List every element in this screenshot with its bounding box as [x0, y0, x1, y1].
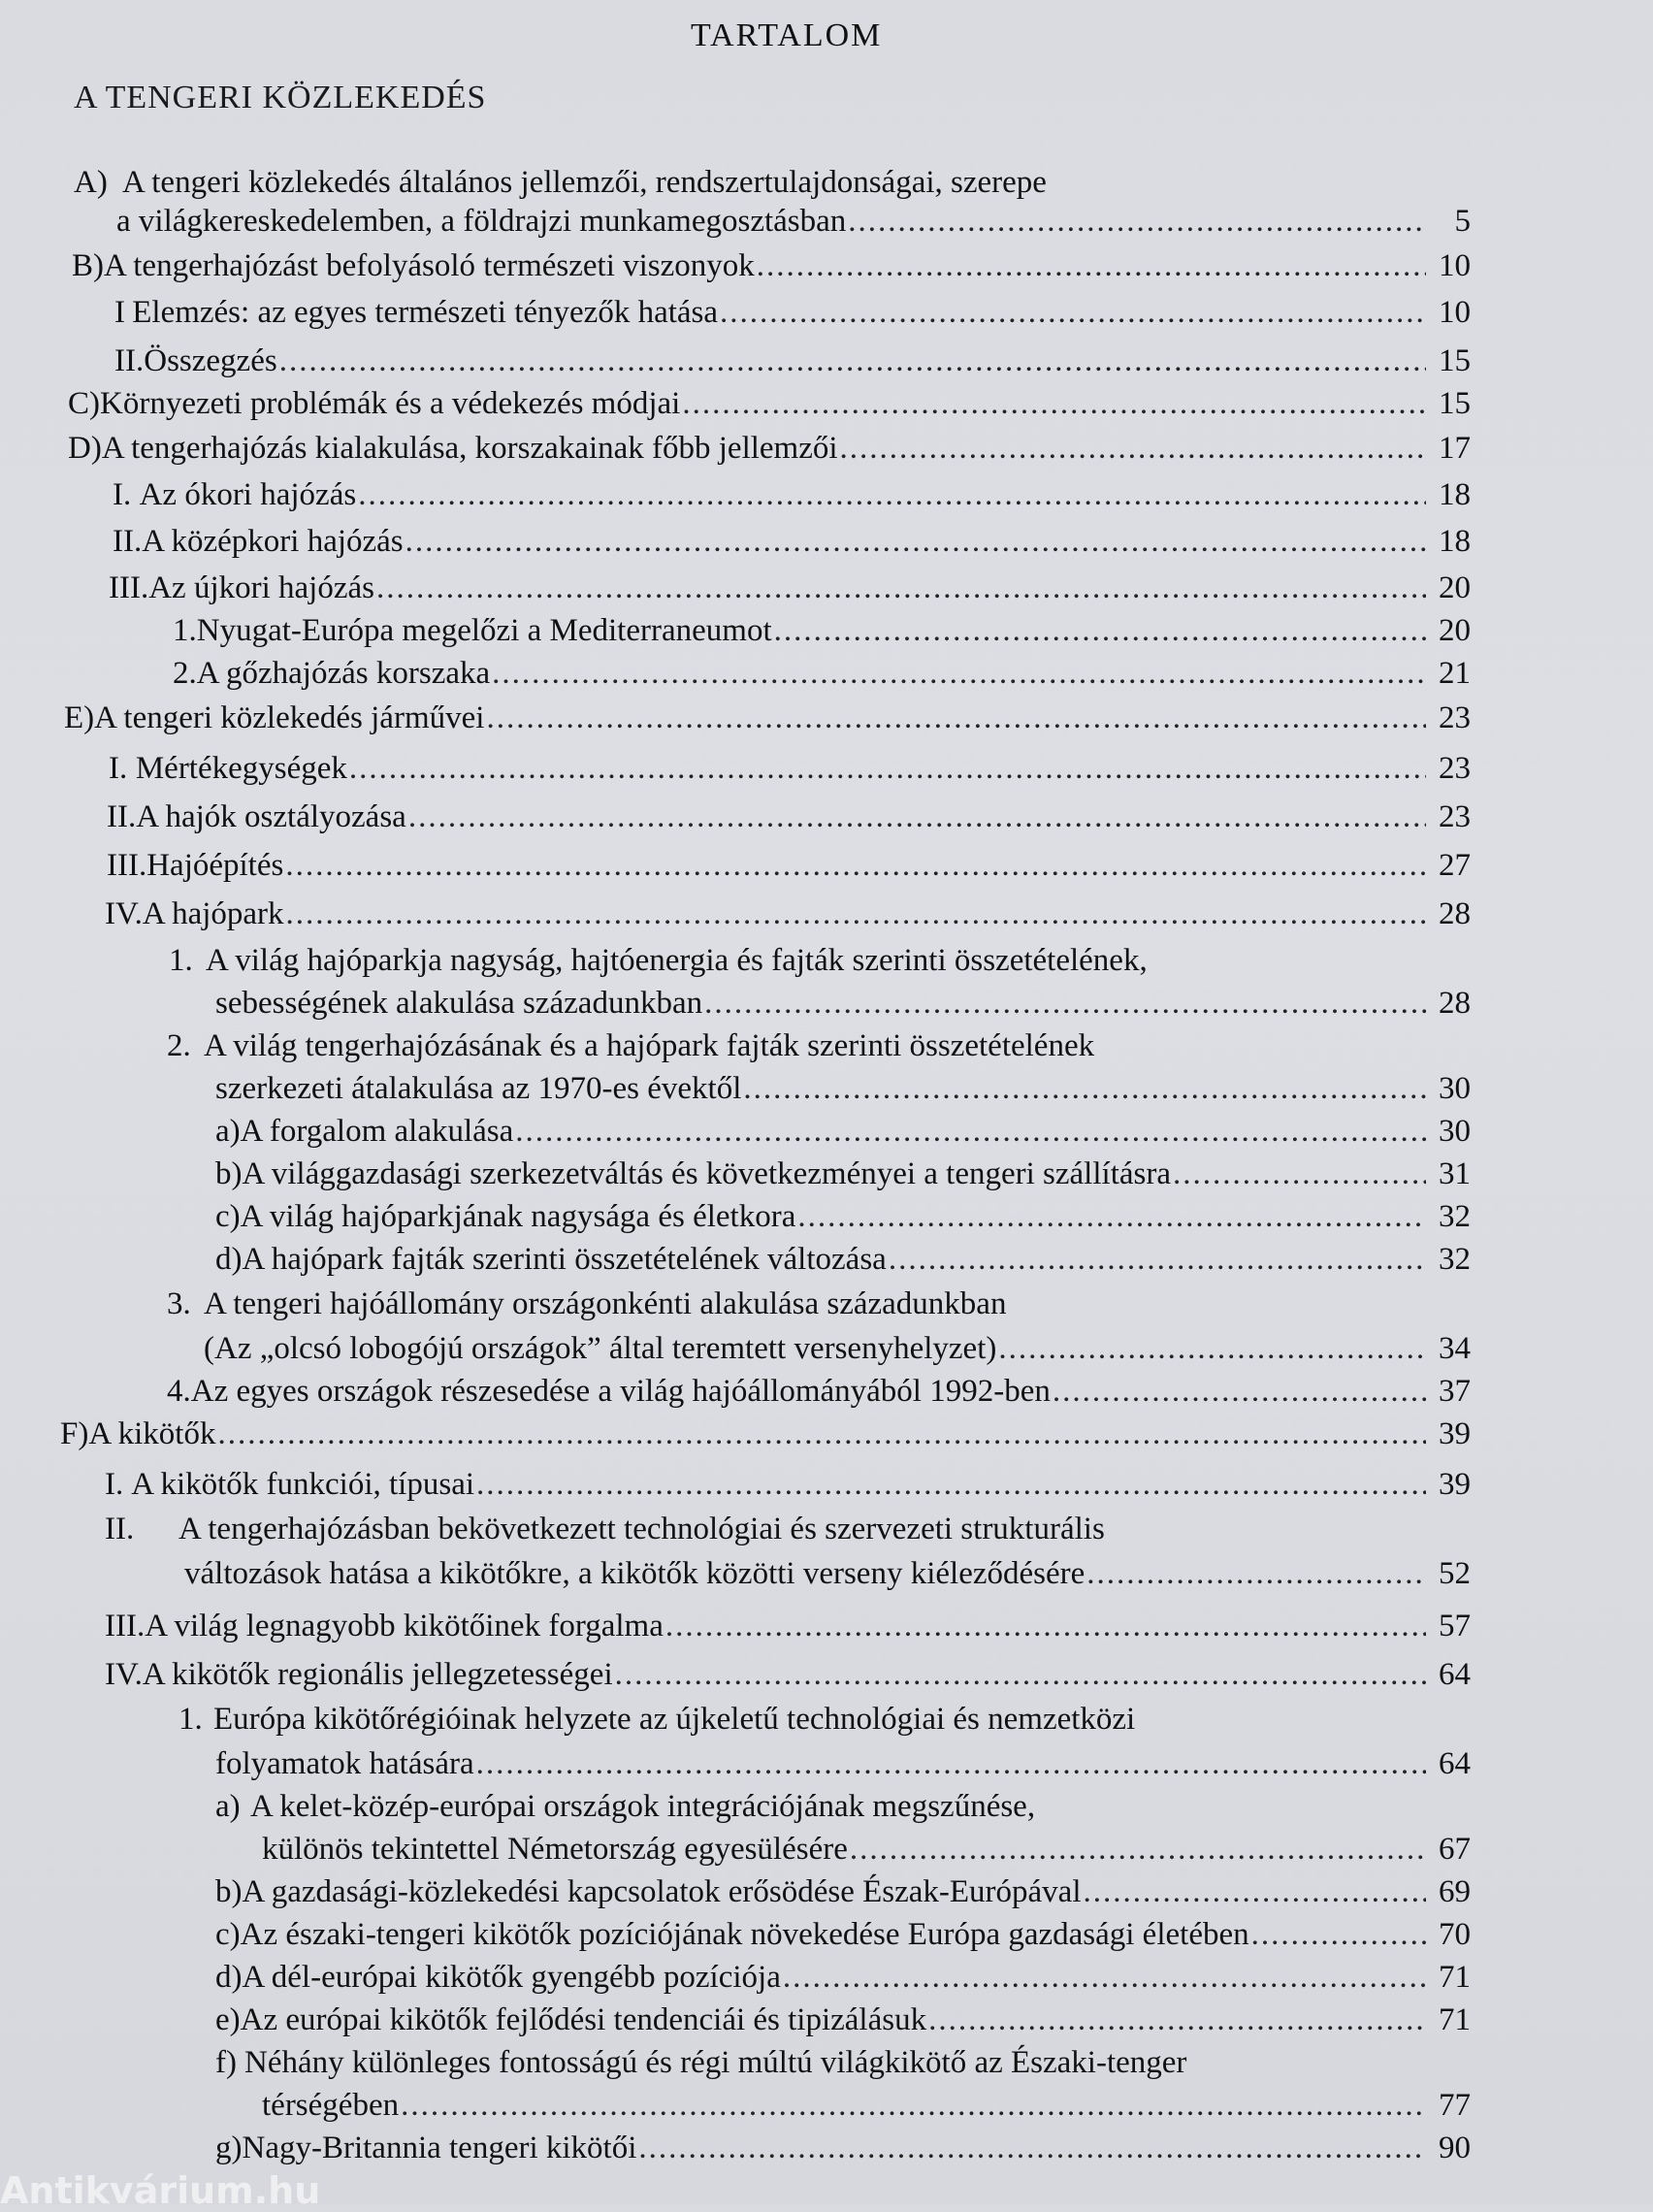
toc-entry-f-iv-1-f: f) Néhány különleges fontosságú és régi múltú világkikötő az Északi-tenger	[215, 2045, 1187, 2080]
toc-entry-f-iv-1-g: g) Nagy-Britannia tengeri kikötői ..... 90	[215, 2129, 1471, 2167]
toc-entry-f-iv-1-d: d) A dél-európai kikötők gyengébb pozíciója ..... 71	[215, 1958, 1471, 1997]
toc-entry-c: C) Környezeti problémák és a védekezés módjai ..... 15	[68, 384, 1471, 423]
toc-entry-d: D) A tengerhajózás kialakulása, korszakainak főbb jellemzői ..... 17	[68, 429, 1471, 468]
toc-entry-e-iv-1: 1. A világ hajóparkja nagyság, hajtóenergia és fajták szerinti összetételének,	[169, 943, 1148, 978]
toc-entry-d-iii: III. Az újkori hajózás ..... 20	[109, 569, 1471, 607]
toc-entry-d-iii-2: 2. A gőzhajózás korszaka ..... 21	[173, 654, 1471, 693]
toc-entry-e-iv: IV. A hajópark ..... 28	[105, 895, 1471, 933]
toc-entry-f-iv-1-c: c) Az északi-tengeri kikötők pozíciójának növekedése Európa gazdasági életében ..... 70	[215, 1915, 1471, 1954]
toc-entry-f-ii-cont: változások hatása a kikötőkre, a kikötők közötti verseny kiéleződésére ..... 52	[184, 1554, 1471, 1593]
toc-entry-f-iv-1-b: b) A gazdasági-közlekedési kapcsolatok erősödése Észak-Európával ..... 69	[215, 1872, 1471, 1911]
page-title: TARTALOM	[691, 17, 883, 53]
toc-entry-e: E) A tengeri közlekedés járművei ..... 23	[64, 699, 1471, 737]
toc-entry-f-iv-1: 1. Európa kikötőrégióinak helyzete az újkeletű technológiai és nemzetközi	[178, 1702, 1136, 1737]
toc-entry-e-iii: III. Hajóépítés ..... 27	[107, 846, 1471, 885]
toc-entry-b-ii: II. Összegzés ..... 15	[114, 342, 1471, 380]
toc-entry-e-iv-1-cont: sebességének alakulása századunkban ..... 28	[215, 984, 1471, 1023]
toc-entry-e-iv-2-d: d) A hajópark fajták szerinti összetételének változása ..... 32	[215, 1240, 1471, 1279]
watermark: Antikvárium.hu	[0, 2169, 321, 2212]
toc-entry-f-iv-1-e: e) Az európai kikötők fejlődési tendenciái és tipizálásuk ..... 71	[215, 2001, 1471, 2039]
toc-entry-e-iv-2-a: a) A forgalom alakulása ..... 30	[215, 1112, 1471, 1151]
toc-entry-d-ii: II. A középkori hajózás ..... 18	[113, 522, 1471, 561]
toc-entry-a-cont: a világkereskedelemben, a földrajzi munkamegosztásban ..... 5	[116, 202, 1471, 241]
toc-entry-e-iv-2-cont: szerkezeti átalakulása az 1970-es évektől ..... 30	[215, 1069, 1471, 1108]
toc-entry-b: B) A tengerhajózást befolyásoló természeti viszonyok ..... 10	[72, 246, 1471, 285]
toc-entry-f-iv-1-f-cont: térségében ..... 77	[262, 2086, 1471, 2125]
section-title: A TENGERI KÖZLEKEDÉS	[74, 80, 487, 115]
toc-entry-e-iv-3: 3. A tengeri hajóállomány országonkénti alakulása századunkban	[167, 1286, 1007, 1321]
toc-entry-e-iv-4: 4. Az egyes országok részesedése a világ hajóállományából 1992-ben ..... 37	[167, 1372, 1471, 1411]
toc-entry-e-iv-2: 2. A világ tengerhajózásának és a hajópark fajták szerinti összetételének	[167, 1028, 1095, 1063]
toc-entry-d-i: I. Az ókori hajózás ..... 18	[113, 475, 1471, 514]
toc-entry-e-iv-3-cont: (Az „olcsó lobogójú országok” által teremtett versenyhelyzet) ..... 34	[204, 1329, 1471, 1368]
toc-entry-d-iii-1: 1. Nyugat-Európa megelőzi a Mediterraneumot ..... 20	[173, 611, 1471, 650]
toc-entry-f-iv-1-a-cont: különös tekintettel Németország egyesülésére ..... 67	[262, 1830, 1471, 1869]
toc-entry-f-iv-1-a: a) A kelet-közép-európai országok integrációjának megszűnése,	[215, 1789, 1036, 1824]
toc-entry-e-iv-2-c: c) A világ hajóparkjának nagysága és életkora ..... 32	[215, 1197, 1471, 1236]
toc-entry-f-iv-1-cont: folyamatok hatására ..... 64	[215, 1744, 1471, 1783]
toc-entry-f-ii: II. A tengerhajózásban bekövetkezett technológiai és szervezeti strukturális	[105, 1512, 1105, 1546]
toc-entry-e-i: I. Mértékegységek ..... 23	[109, 749, 1471, 788]
toc-entry-e-ii: II. A hajók osztályozása ..... 23	[107, 797, 1471, 836]
toc-entry-f-iv: IV. A kikötők regionális jellegzetességei ..... 64	[105, 1655, 1471, 1694]
toc-entry-b-i: I Elemzés: az egyes természeti tényezők hatása ..... 10	[114, 293, 1471, 332]
toc-entry-f: F) A kikötők ..... 39	[60, 1415, 1471, 1453]
toc-entry-e-iv-2-b: b) A világgazdasági szerkezetváltás és következményei a tengeri szállításra ..... 31	[215, 1155, 1471, 1193]
toc-entry-a: A) A tengeri közlekedés általános jellemzői, rendszertulajdonságai, szerepe	[74, 165, 1047, 200]
toc-entry-f-i: I. A kikötők funkciói, típusai ..... 39	[105, 1465, 1471, 1504]
toc-entry-f-iii: III. A világ legnagyobb kikötőinek forgalma ..... 57	[105, 1607, 1471, 1645]
